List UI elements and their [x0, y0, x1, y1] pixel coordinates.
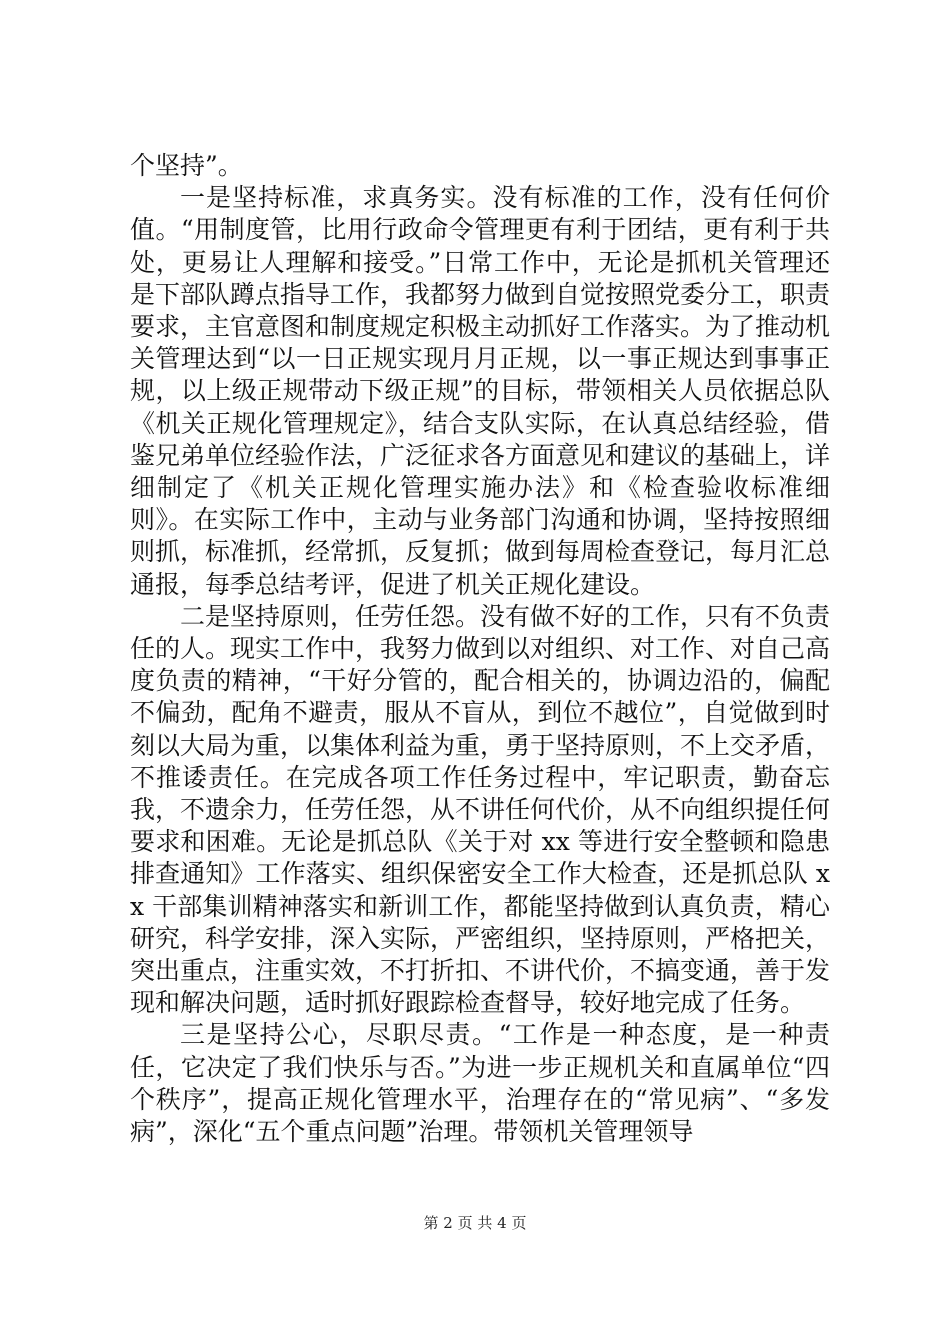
document-body	[130, 150, 830, 1148]
paragraph-second-point: 二是坚持原则，任劳任怨。没有做不好的工作，只有不负责任的人。现实工作中，我努力做到以对组织、对工作、对自己高度负责的精神，“干好分管的，配合相关的，协调边沿的，偏配不偏劲，配角不避责，服从不盲从，到位不越位”，自觉做到时刻以大局为重，以集体利益为重，勇于坚持原则，不上交矛盾，不推诿责任。在完成各项工作任务过程中，牢记职责，勤奋忘我，不遗余力，任劳任怨，从不讲任何代价，从不向组织提任何要求和困难。无论是抓总队《关于对 xx 等进行安全整顿和隐患排查通知》工作落实、组织保密安全工作大检查，还是抓总队 xx 干部集训精神落实和新训工作，都能坚持做到认真负责，精心研究，科学安排，深入实际，严密组织，坚持原则，严格把关，突出重点，注重实效，不打折扣、不讲代价，不搞变通，善于发现和解决问题，适时抓好跟踪检查督导，较好地完成了任务。	[130, 601, 831, 1018]
paragraph-continuation: 个坚持”。	[130, 151, 243, 180]
page-number: 第 2 页 共 4 页	[423, 1214, 527, 1232]
page-footer	[0, 1213, 950, 1233]
paragraph-first-point: 一是坚持标准，求真务实。没有标准的工作，没有任何价值。“用制度管，比用行政命令管理更有利于团结，更有利于共处，更易让人理解和接受。”日常工作中，无论是抓机关管理还是下部队蹲点指导工作，我都努力做到自觉按照党委分工，职责要求，主官意图和制度规定积极主动抓好工作落实。为了推动机关管理达到“以一日正规实现月月正规，以一事正规达到事事正规，以上级正规带动下级正规”的目标，带领相关人员依据总队《机关正规化管理规定》，结合支队实际，在认真总结经验，借鉴兄弟单位经验作法，广泛征求各方面意见和建议的基础上，详细制定了《机关正规化管理实施办法》和《检查验收标准细则》。在实际工作中，主动与业务部门沟通和协调，坚持按照细则抓，标准抓，经常抓，反复抓；做到每周检查登记，每月汇总通报，每季总结考评，促进了机关正规化建设。	[130, 183, 831, 599]
paragraph-third-point: 三是坚持公心，尽职尽责。“工作是一种态度，是一种责任，它决定了我们快乐与否。”为进一步正规机关和直属单位“四个秩序”，提高正规化管理水平，治理存在的“常见病”、“多发病”，深化“五个重点问题”治理。带领机关管理领导	[130, 1020, 830, 1147]
